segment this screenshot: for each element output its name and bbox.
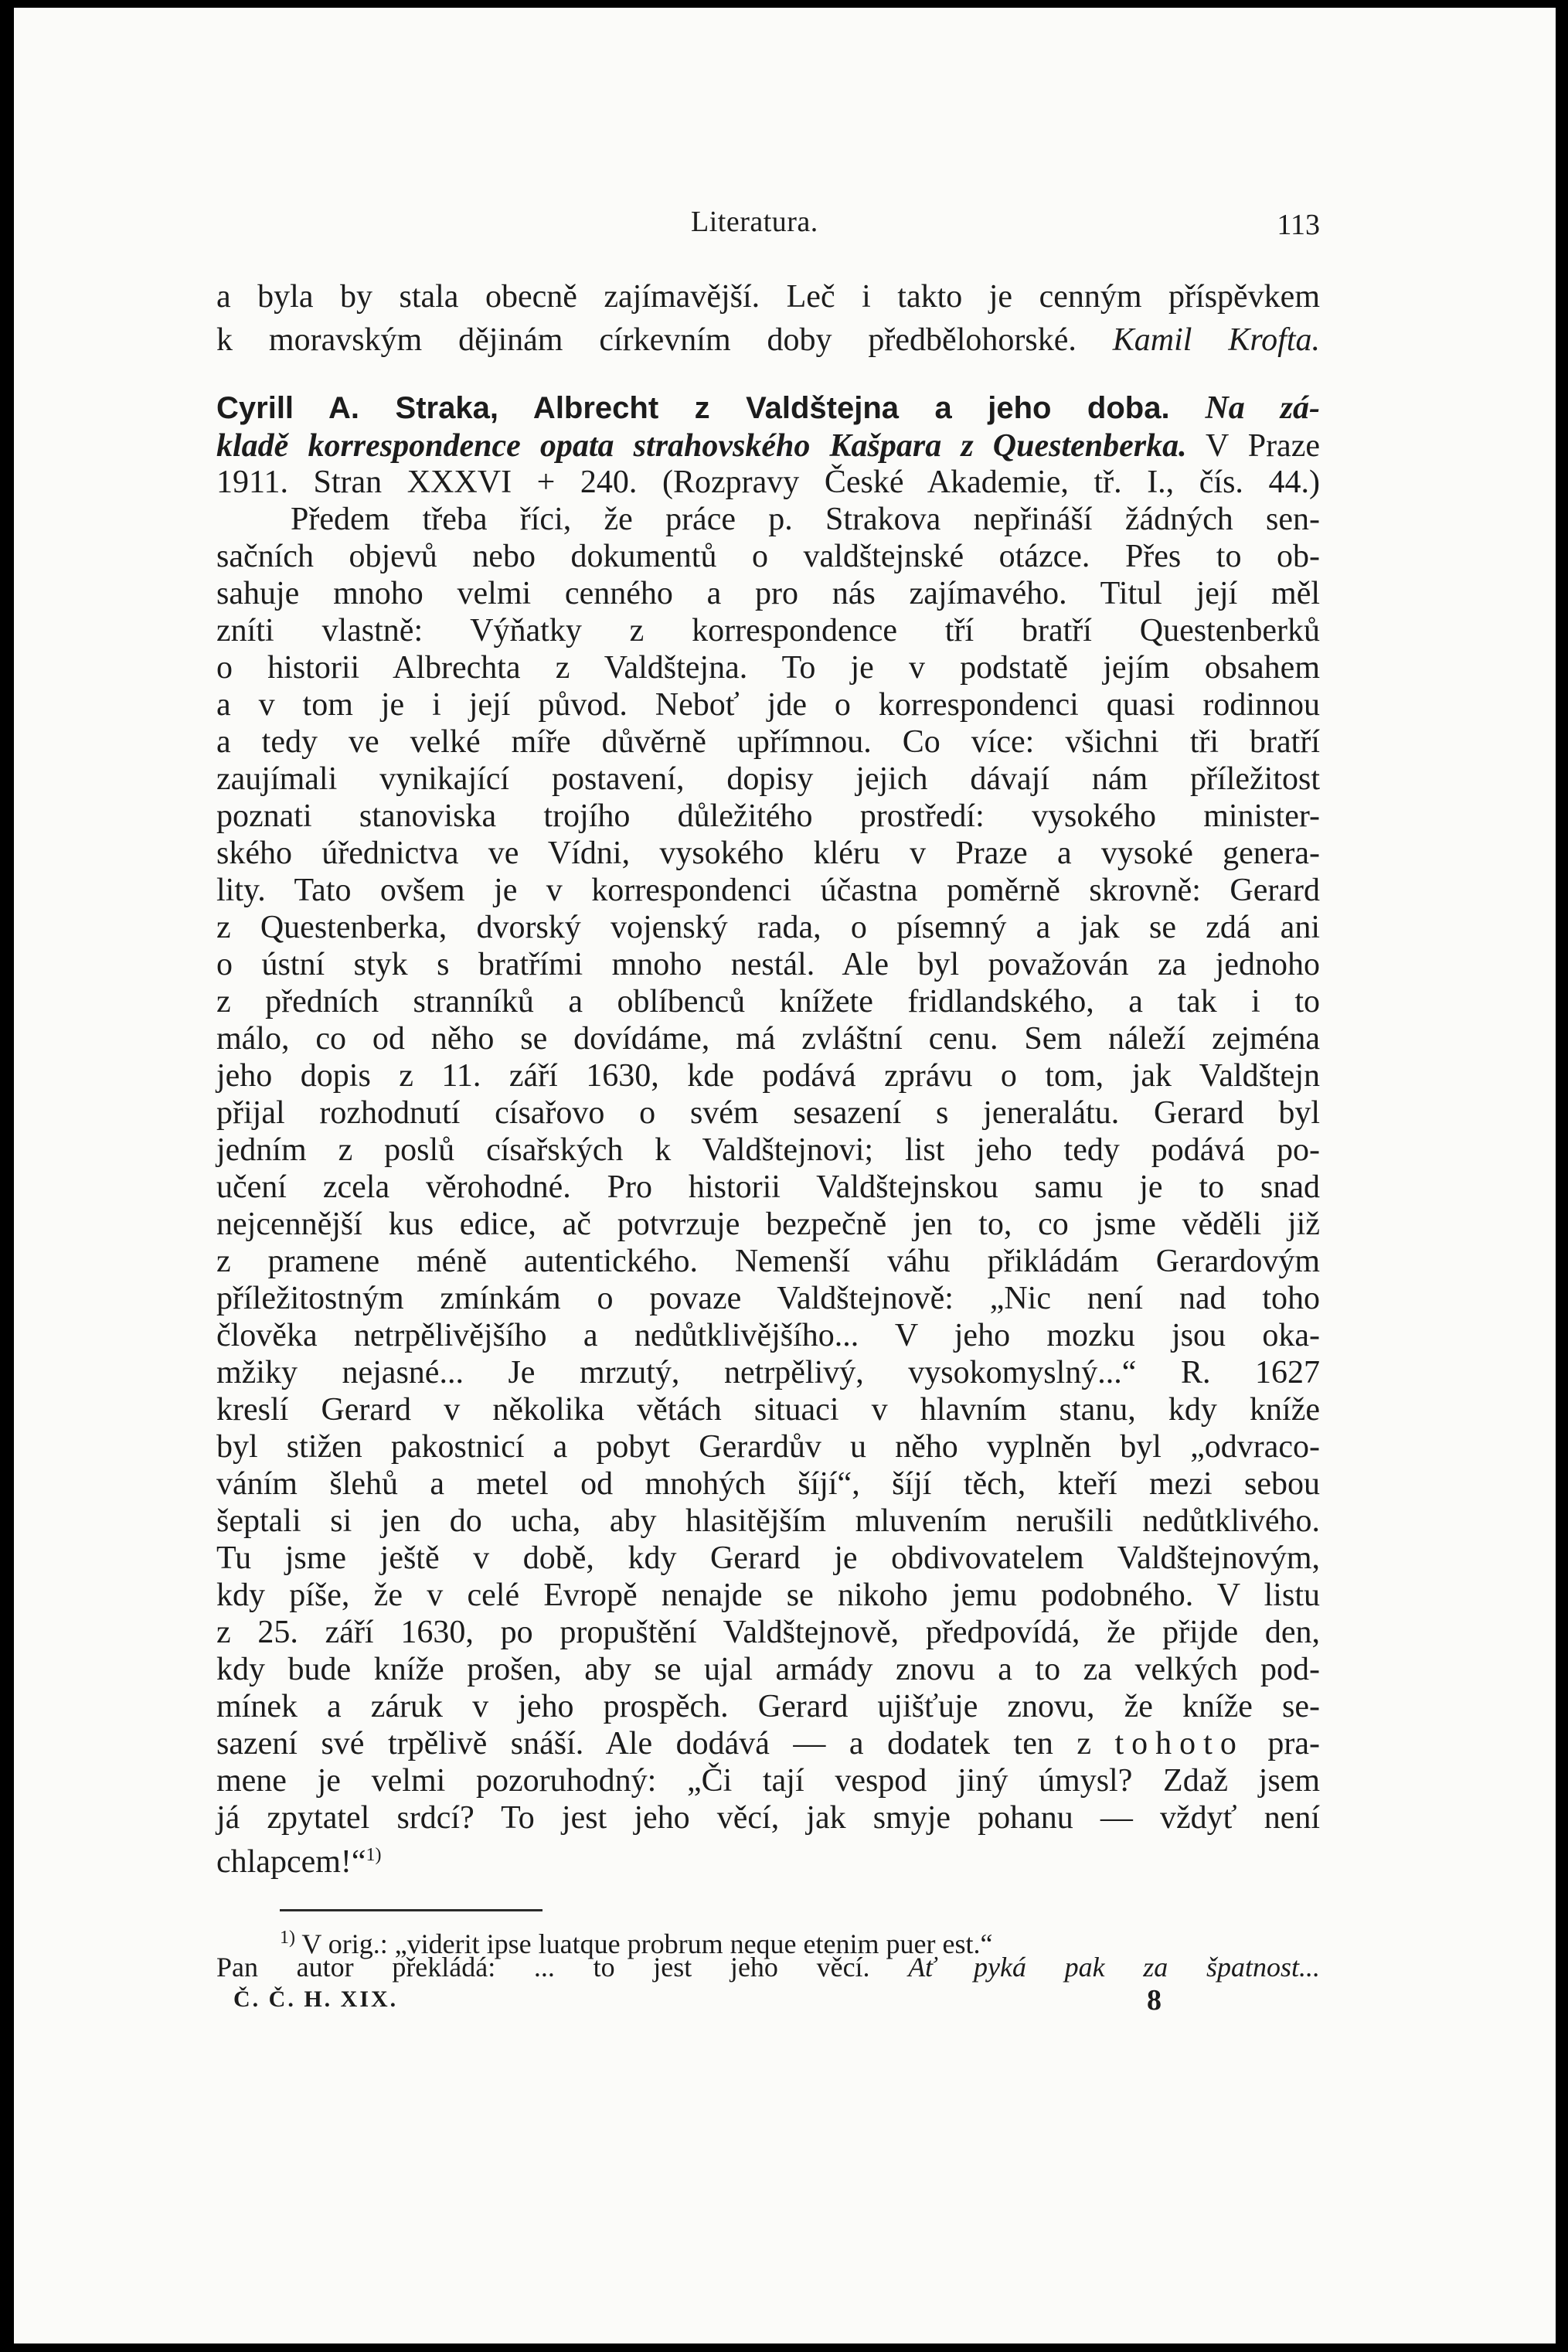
body-line: mžiky nejasné... Je mrzutý, netrpělivý, vysokomyslný...“ R. 1627 (216, 1355, 1320, 1390)
body-line: mínek a záruk v jeho prospěch. Gerard ujišťuje znovu, že kníže se- (216, 1689, 1320, 1724)
footnote-text: V orig.: „viderit ipse luatque probrum neque etenim puer est.“ (301, 1928, 993, 1959)
body-line: váním šlehů a metel od mnohých šíjí“, šíjí těch, kteří mezi sebou (216, 1466, 1320, 1502)
body-line-text: chlapcem!“ (216, 1844, 366, 1880)
body-line: přijal rozhodnutí císařovo o svém sesazení s jeneralátu. Gerard byl (216, 1095, 1320, 1131)
body-line: zaujímali vynikající postavení, dopisy jejich dávají nám příležitost (216, 761, 1320, 797)
body-line: jedním z poslů císařských k Valdštejnovi; list jeho tedy podává po- (216, 1132, 1320, 1168)
footnote-line-2 (216, 1952, 1320, 1982)
body-line (216, 323, 1320, 357)
body-line: z 25. září 1630, po propuštění Valdštejnově, předpovídá, že přijde den, (216, 1615, 1320, 1650)
review-subtitle-line (216, 429, 1320, 463)
page (14, 8, 1556, 2343)
body-line: byl stižen pakostnicí a pobyt Gerardův u něho vyplněn byl „odvraco- (216, 1429, 1320, 1465)
footnote-reference: 1) (366, 1845, 382, 1865)
body-line: člověka netrpělivějšího a nedůtklivějšího... V jeho mozku jsou oka- (216, 1318, 1320, 1353)
signature-mark: Č. Č. H. XIX. (233, 1986, 399, 2012)
body-line-text: k moravským dějinám církevním doby předbělohorské. (216, 322, 1077, 358)
page-number: 113 (1277, 209, 1320, 241)
review-place: V Praze (1206, 428, 1320, 464)
body-line: kreslí Gerard v několika větách situaci v hlavním stanu, kdy kníže (216, 1392, 1320, 1428)
body-line: z pramene méně autentického. Nemenší váhu přikládám Gerardovým (216, 1244, 1320, 1279)
review-author-signature: Kamil Krofta. (1112, 322, 1320, 358)
body-line-last (216, 1838, 1320, 1880)
body-line: lity. Tato ovšem je v korrespondenci účastna poměrně skrovně: Gerard (216, 873, 1320, 908)
body-line: kdy píše, že v celé Evropě nenajde se nikoho jemu podobného. V listu (216, 1578, 1320, 1613)
body-line: kdy bude kníže prošen, aby se ujal armády znovu a to za velkých pod- (216, 1652, 1320, 1687)
body-line: Tu jsme ještě v době, kdy Gerard je obdivovatelem Valdštejnovým, (216, 1540, 1320, 1576)
running-title: Literatura. (691, 206, 818, 238)
body-line: šeptali si jen do ucha, aby hlasitějším mluvením nerušili nedůtklivého. (216, 1503, 1320, 1539)
body-line: Předem třeba říci, že práce p. Strakova nepřináší žádných sen- (291, 502, 1320, 537)
body-line: nejcennější kus edice, ač potvrzuje bezpečně jen to, co jsme věděli již (216, 1207, 1320, 1242)
footnote-translation: Ať pyká pak za špatnost... (908, 1952, 1321, 1983)
body-line: učení zcela věrohodné. Pro historii Valdštejnskou samu je to snad (216, 1169, 1320, 1205)
body-line (216, 1727, 1320, 1761)
body-line: ského úřednictva ve Vídni, vysokého kléru v Praze a vysoké genera- (216, 836, 1320, 871)
body-line: 1911. Stran XXXVI + 240. (Rozpravy České Akademie, tř. I., čís. 44.) (216, 465, 1320, 500)
body-line: a v tom je i její původ. Neboť jde o korrespondenci quasi rodinnou (216, 687, 1320, 723)
sheet-number: 8 (1147, 1984, 1162, 2017)
body-line-text: sazení své trpělivě snáší. Ale dodává — a dodatek ten z (216, 1726, 1091, 1761)
footnote-line-1 (216, 1923, 1320, 1959)
body-line: málo, co od něho se dovídáme, má zvláštní cenu. Sem náleží zejména (216, 1021, 1320, 1057)
footnote-marker: 1) (280, 1928, 295, 1948)
body-line: poznati stanoviska trojího důležitého prostředí: vysokého minister- (216, 798, 1320, 834)
body-line: z předních stranníků a oblíbenců knížete fridlandského, a tak i to (216, 984, 1320, 1019)
body-line: sahuje mnoho velmi cenného a pro nás zajímavého. Titul její měl (216, 576, 1320, 611)
spaced-emphasis: tohoto (1114, 1726, 1244, 1761)
body-line: já zpytatel srdcí? To jest jeho věcí, jak smyje pohanu — vždyť není (216, 1800, 1320, 1836)
review-heading: Cyrill A. Straka, Albrecht z Valdštejna a jeho doba. (216, 391, 1170, 425)
page-header (216, 205, 1320, 243)
body-line: o historii Albrechta z Valdštejna. To je v podstatě jejím obsahem (216, 650, 1320, 686)
footnote-text: Pan autor překládá: ... to jest jeho věcí. (216, 1952, 870, 1983)
body-line: příležitostným zmínkám o povaze Valdštejnově: „Nic není nad toho (216, 1281, 1320, 1316)
review-heading-line (216, 391, 1320, 425)
body-line: a tedy ve velké míře důvěrně upřímnou. Co více: všichni tři bratří (216, 724, 1320, 760)
body-line-tail: pra- (1267, 1726, 1320, 1761)
body-line: zníti vlastně: Výňatky z korrespondence tří bratří Questenberků (216, 613, 1320, 648)
review-subtitle-start: Na zá- (1205, 390, 1320, 426)
body-line: z Questenberka, dvorský vojenský rada, o písemný a jak se zdá ani (216, 910, 1320, 945)
footnote-rule (280, 1909, 543, 1911)
body-line: mene je velmi pozoruhodný: „Či tají vespod jiný úmysl? Zdaž jsem (216, 1763, 1320, 1799)
body-line: sačních objevů nebo dokumentů o valdštejnské otázce. Přes to ob- (216, 539, 1320, 574)
body-line: jeho dopis z 11. září 1630, kde podává zprávu o tom, jak Valdštejn (216, 1058, 1320, 1094)
body-line: o ústní styk s bratřími mnoho nestál. Ale byl považován za jednoho (216, 947, 1320, 982)
review-subtitle: kladě korrespondence opata strahovského Kašpara z Questenberka. (216, 428, 1187, 464)
body-line: a byla by stala obecně zajímavější. Leč i takto je cenným příspěvkem (216, 279, 1320, 315)
